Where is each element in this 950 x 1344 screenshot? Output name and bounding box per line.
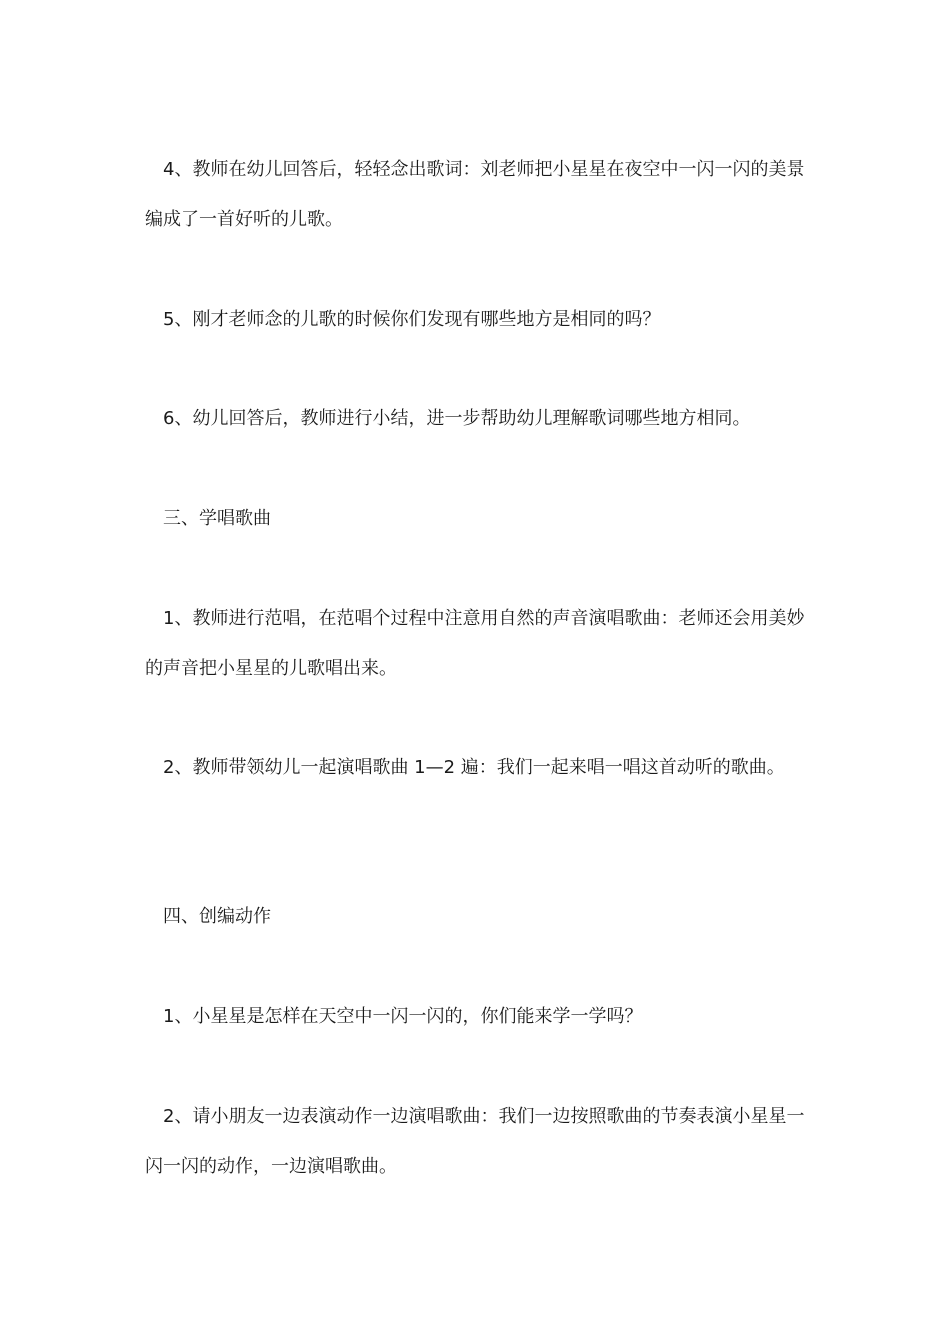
paragraph-step-4: 4、教师在幼儿回答后，轻轻念出歌词：刘老师把小星星在夜空中一闪一闪的美景编成了一首好听的儿歌。 — [145, 159, 805, 230]
paragraph-actions-step-2: 2、请小朋友一边表演动作一边演唱歌曲：我们一边按照歌曲的节奏表演小星星一闪一闪的动作，一边演唱歌曲。 — [145, 1106, 805, 1177]
paragraph-actions-step-1: 1、小星星是怎样在天空中一闪一闪的，你们能来学一学吗？ — [163, 1006, 643, 1027]
paragraph-step-6: 6、幼儿回答后，教师进行小结，进一步帮助幼儿理解歌词哪些地方相同。 — [163, 408, 751, 429]
section-heading-learn-song: 三、学唱歌曲 — [163, 508, 271, 529]
paragraph-learn-step-2: 2、教师带领幼儿一起演唱歌曲 1—2 遍：我们一起来唱一唱这首动听的歌曲。 — [163, 757, 785, 778]
paragraph-learn-step-1: 1、教师进行范唱，在范唱个过程中注意用自然的声音演唱歌曲：老师还会用美妙的声音把小星星的儿歌唱出来。 — [145, 608, 805, 679]
section-heading-create-actions: 四、创编动作 — [163, 906, 271, 927]
paragraph-step-5: 5、刚才老师念的儿歌的时候你们发现有哪些地方是相同的吗？ — [163, 309, 661, 330]
